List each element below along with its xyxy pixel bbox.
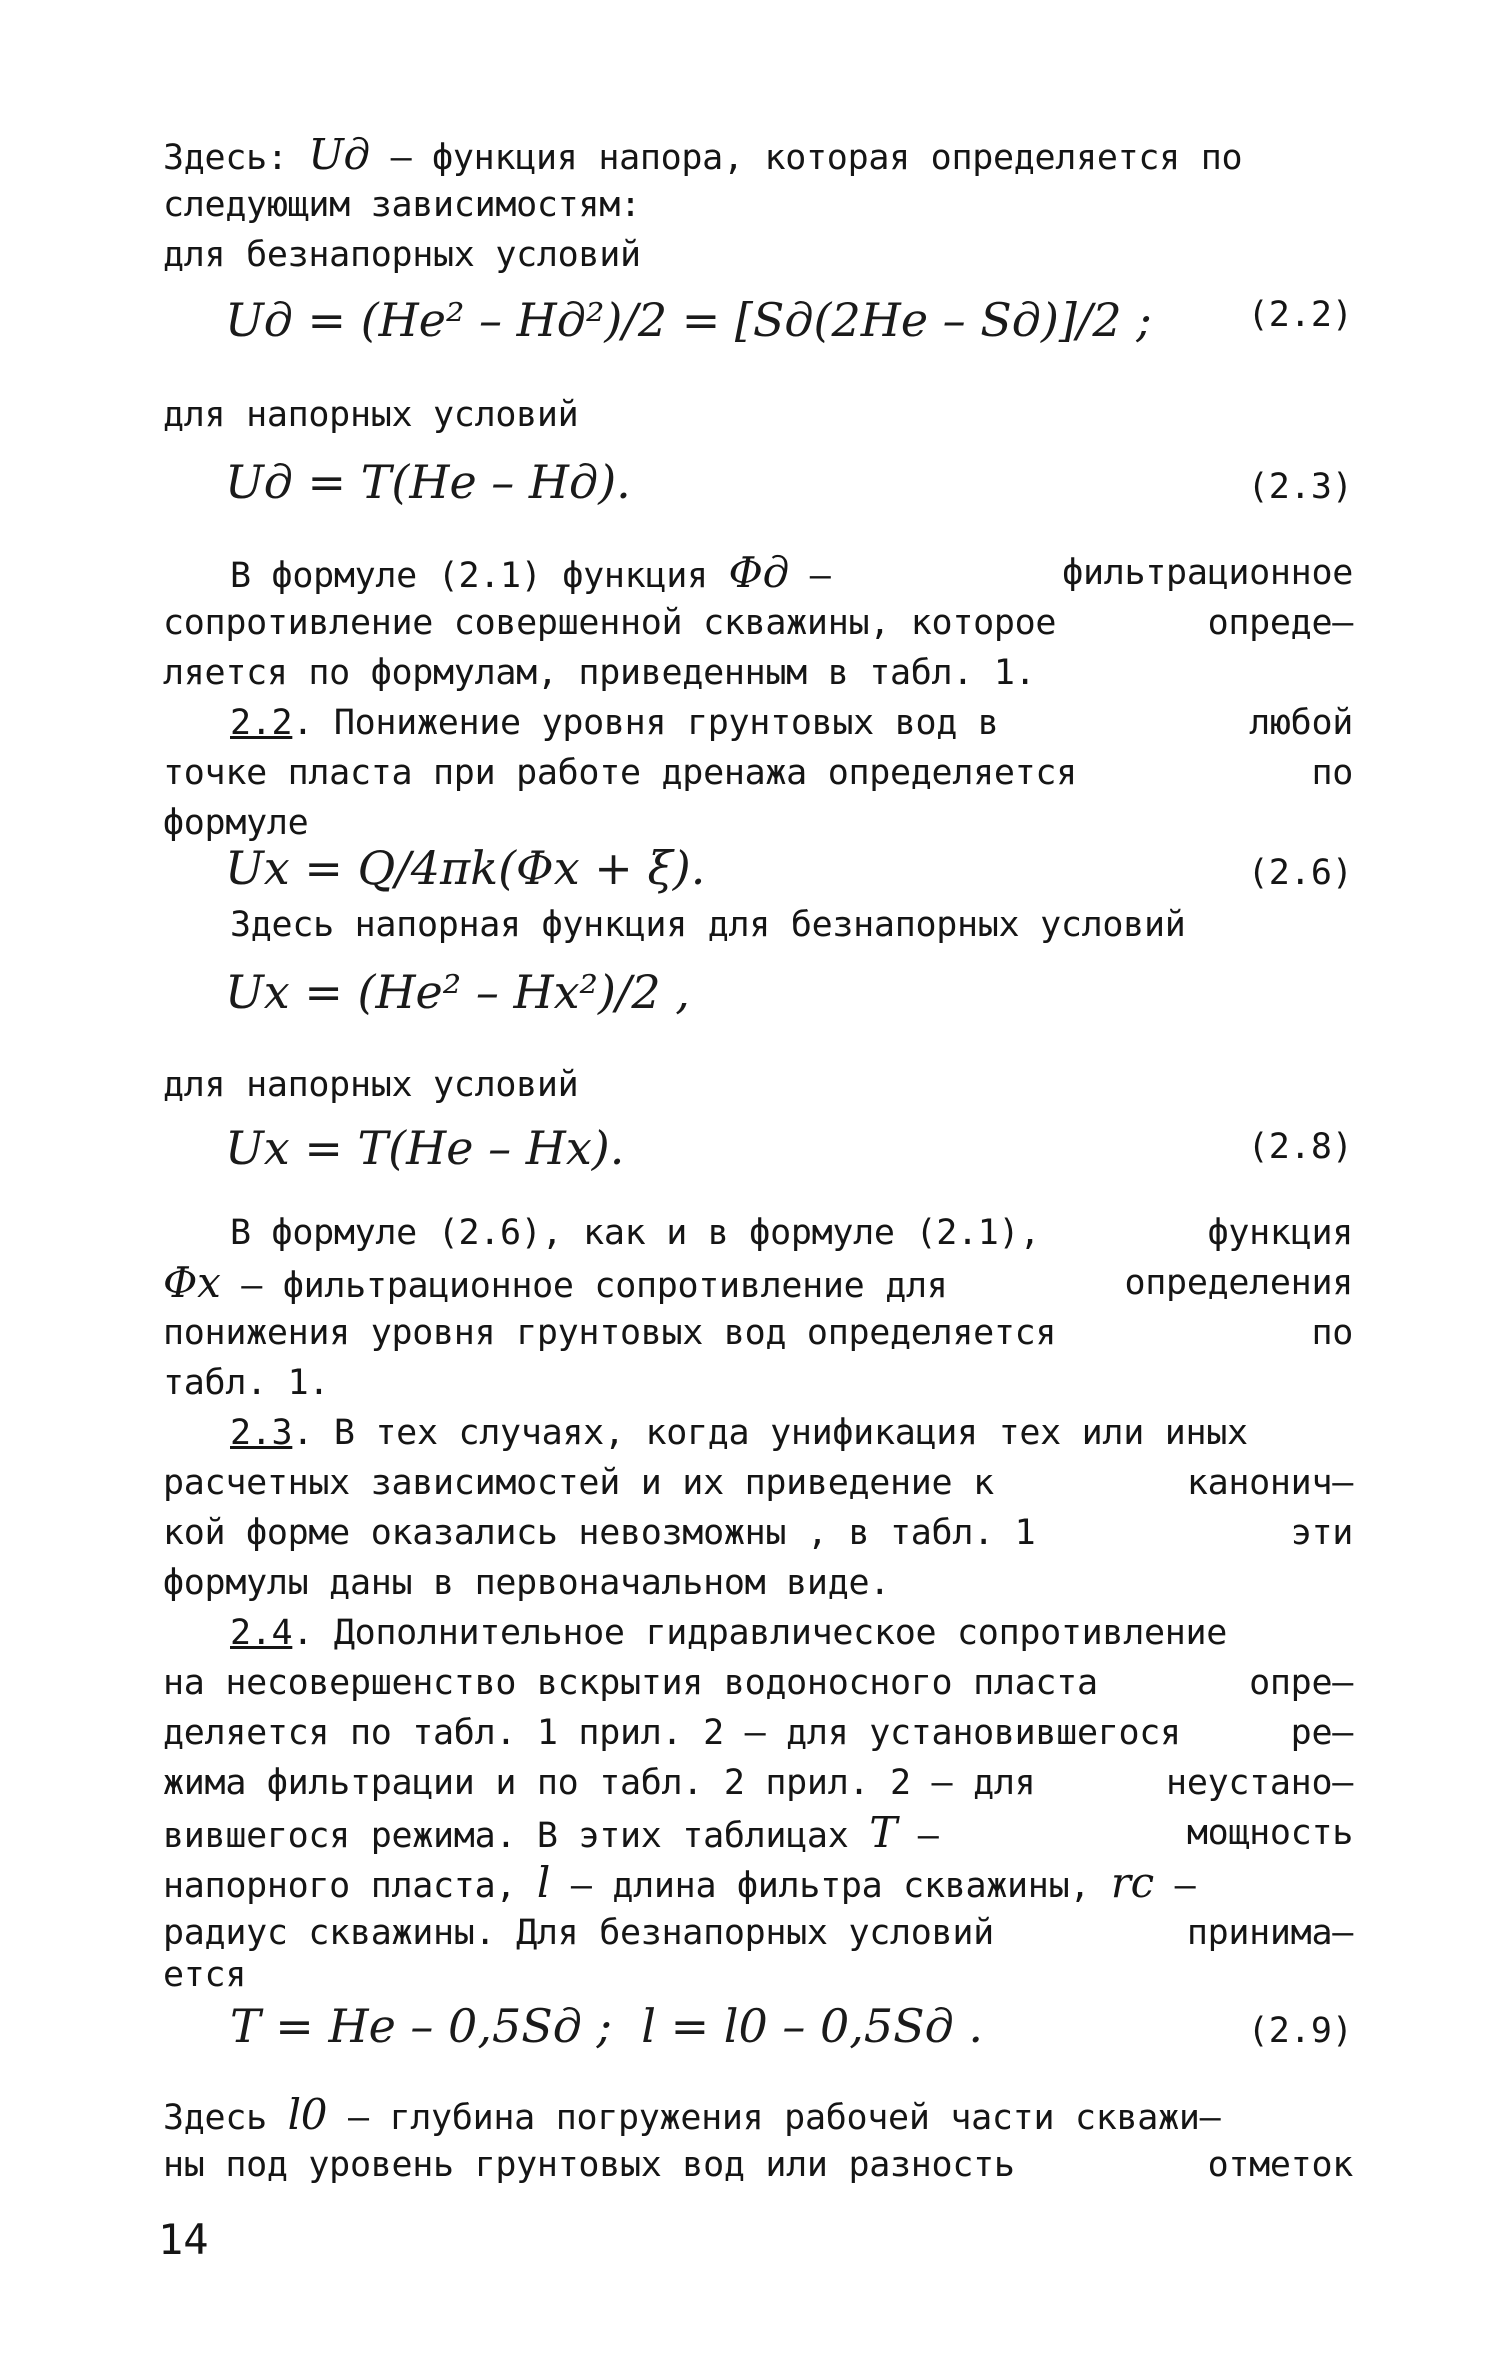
section-number: 2.4	[230, 1613, 293, 1653]
text-line: ется	[163, 1955, 247, 1995]
text-line: для напорных условий	[163, 395, 579, 435]
text-line: для безнапорных условий	[163, 235, 641, 275]
text-line: Φx – фильтрационное сопротивление для определения	[163, 1258, 1353, 1307]
text-line: Здесь l0 – глубина погружения рабочей части скважи–	[163, 2090, 1221, 2139]
text-line: сопротивление совершенной скважины, которое опреде–	[163, 603, 1353, 643]
text-line: Здесь напорная функция для безнапорных условий	[230, 905, 1186, 945]
text-line: ны под уровень грунтовых вод или разность отметок	[163, 2145, 1353, 2185]
text-line: кой форме оказались невозможны , в табл. 1 эти	[163, 1513, 1353, 1553]
text-line: формуле	[163, 803, 309, 843]
equation-number: (2.3)	[1247, 467, 1353, 507]
page-number: 14	[158, 2215, 209, 2264]
formula-2-7: Ux = (He² – Hx²)/2 ,	[225, 965, 690, 1019]
symbol: Uд	[308, 130, 370, 179]
text-line: ляется по формулам, приведенным в табл. 1.	[163, 653, 1036, 693]
text-line: точке пласта при работе дренажа определяется по	[163, 753, 1353, 793]
text-line: формулы даны в первоначальном виде.	[163, 1563, 891, 1603]
formula-2-8: Ux = T(He – Hx).	[225, 1121, 625, 1175]
text-line: В формуле (2.6), как и в формуле (2.1), функция	[230, 1213, 1353, 1253]
equation-number: (2.6)	[1247, 853, 1353, 893]
text-line: табл. 1.	[163, 1363, 330, 1403]
text-line: 2.2. Понижение уровня грунтовых вод в любой	[230, 703, 1353, 743]
section-number: 2.3	[230, 1413, 293, 1453]
text-line: 2.4. Дополнительное гидравлическое сопротивление	[230, 1613, 1228, 1653]
text-line: вившегося режима. В этих таблицах T – мощность	[163, 1808, 1353, 1857]
text-line: Здесь: Uд – функция напора, которая определяется по	[163, 130, 1243, 179]
formula-2-3: Uд = T(He – Hд).	[225, 455, 631, 509]
text-line: следующим зависимостям:	[163, 185, 641, 225]
formula-2-2: Uд = (He² – Hд²)/2 = [Sд(2He – Sд)]/2 ;	[225, 293, 1152, 347]
equation-number: (2.8)	[1247, 1127, 1353, 1167]
text-line: на несовершенство вскрытия водоносного пласта опре–	[163, 1663, 1353, 1703]
text-line: жима фильтрации и по табл. 2 прил. 2 – для неустано–	[163, 1763, 1353, 1803]
text-line: расчетных зависимостей и их приведение к канонич–	[163, 1463, 1353, 1503]
text-line: 2.3. В тех случаях, когда унификация тех или иных	[230, 1413, 1248, 1453]
text-line: радиус скважины. Для безнапорных условий принима–	[163, 1913, 1353, 1953]
text-line: для напорных условий	[163, 1065, 579, 1105]
text-line: В формуле (2.1) функция Φд – фильтрационное	[230, 548, 1353, 597]
text-line: понижения уровня грунтовых вод определяется по	[163, 1313, 1353, 1353]
equation-number: (2.9)	[1247, 2011, 1353, 2051]
formula-2-6: Ux = Q/4πk(Φx + ξ).	[225, 841, 706, 895]
formula-2-9: T = He – 0,5Sд ; l = l0 – 0,5Sд .	[230, 1999, 984, 2053]
text-line: деляется по табл. 1 прил. 2 – для установившегося ре–	[163, 1713, 1353, 1753]
equation-number: (2.2)	[1247, 295, 1353, 335]
text-line: напорного пласта, l – длина фильтра скважины, rc –	[163, 1858, 1196, 1907]
